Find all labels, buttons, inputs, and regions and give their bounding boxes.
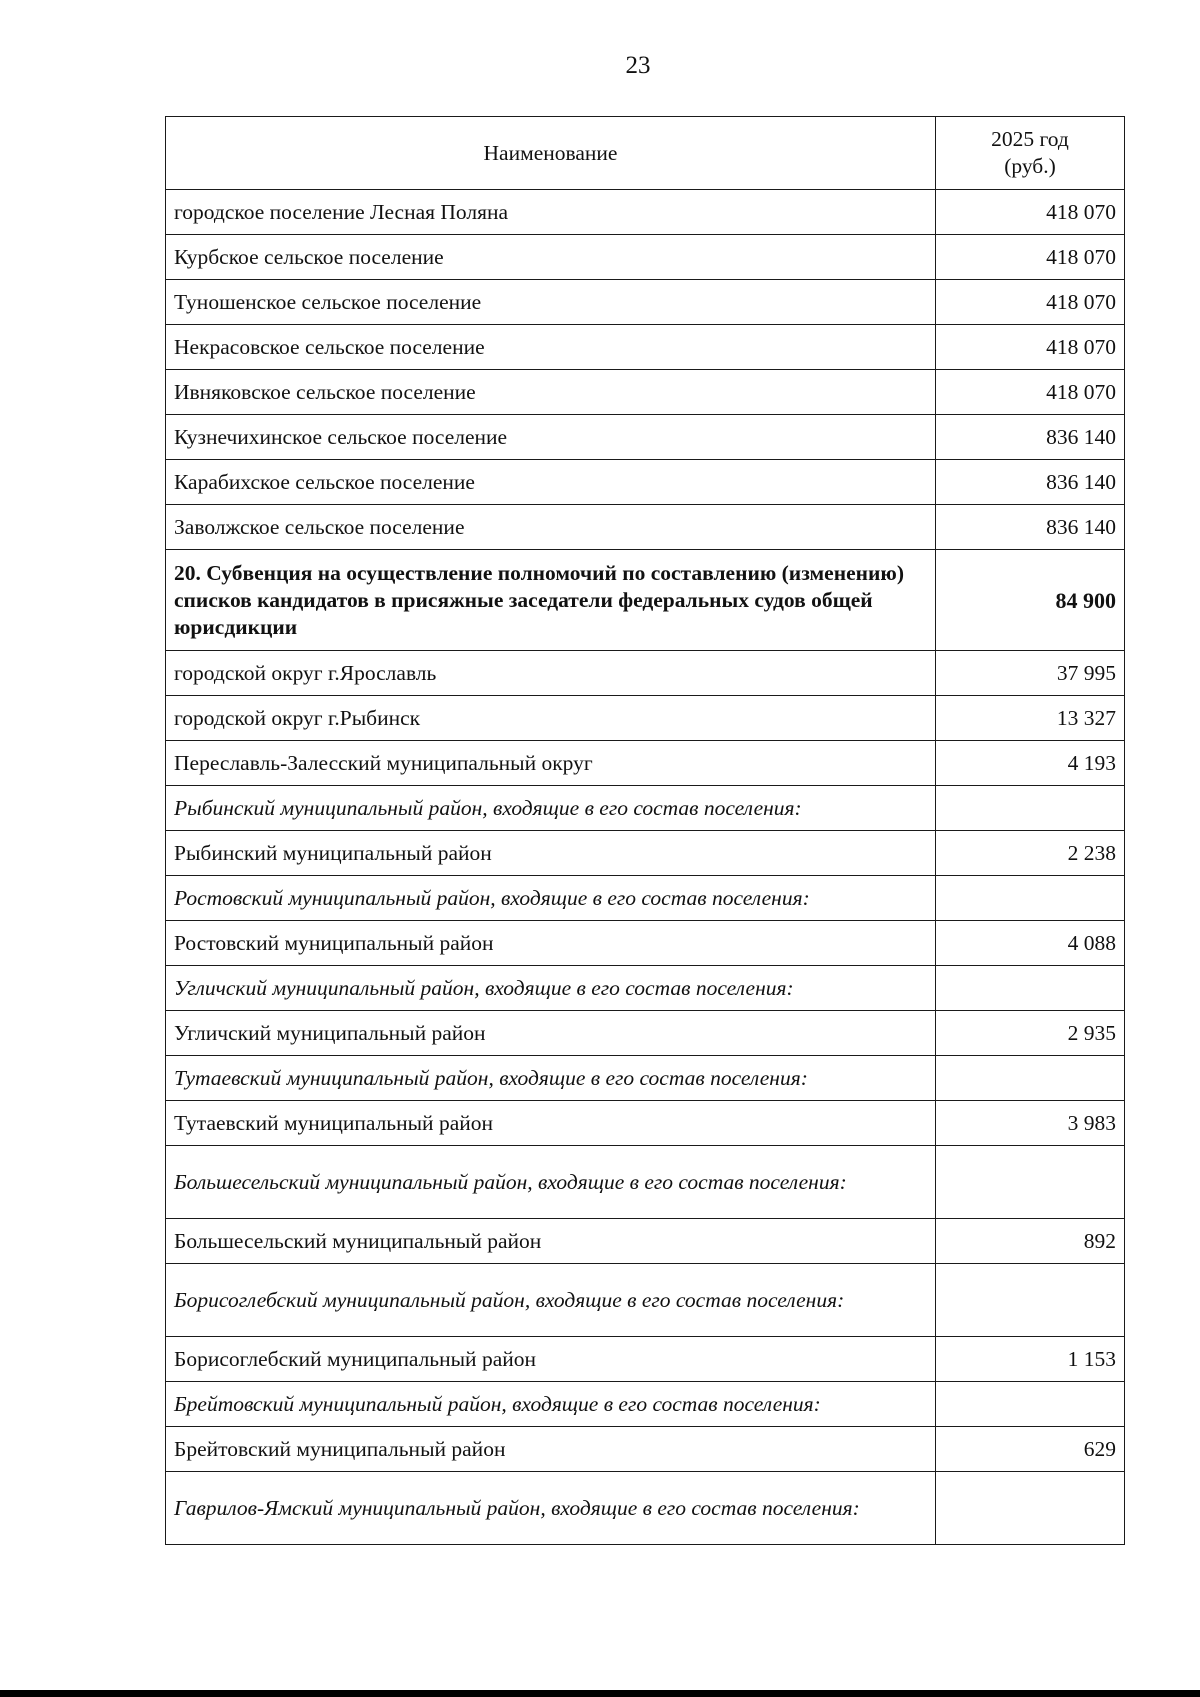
- row-value-cell: [936, 1382, 1125, 1427]
- table-group-row: [166, 1264, 1125, 1337]
- row-value-cell: [936, 966, 1125, 1011]
- row-name-cell: Тутаевский муниципальный район, входящие в его состав поселения:: [166, 1056, 936, 1101]
- table-row: [166, 415, 1125, 460]
- table-body: [166, 190, 1125, 1545]
- table-row: [166, 651, 1125, 696]
- row-name-cell: Большесельский муниципальный район, входящие в его состав поселения:: [166, 1146, 936, 1219]
- row-value-cell: 37 995: [936, 651, 1125, 696]
- table-row: [166, 1219, 1125, 1264]
- row-name-cell: Тутаевский муниципальный район: [166, 1101, 936, 1146]
- row-value-cell: 13 327: [936, 696, 1125, 741]
- row-value-cell: 2 238: [936, 831, 1125, 876]
- table-row: [166, 1011, 1125, 1056]
- table-row: [166, 741, 1125, 786]
- row-value-cell: [936, 786, 1125, 831]
- row-name-cell: Ростовский муниципальный район, входящие в его состав поселения:: [166, 876, 936, 921]
- row-name-cell: Заволжское сельское поселение: [166, 505, 936, 550]
- row-name-cell: Некрасовское сельское поселение: [166, 325, 936, 370]
- table-group-row: [166, 966, 1125, 1011]
- table-group-row: [166, 1382, 1125, 1427]
- table-row: [166, 280, 1125, 325]
- row-value-cell: [936, 876, 1125, 921]
- row-name-cell: Угличский муниципальный район, входящие в его состав поселения:: [166, 966, 936, 1011]
- table-row: [166, 505, 1125, 550]
- table-row: [166, 1337, 1125, 1382]
- row-name-cell: 20. Субвенция на осуществление полномочий по составлению (изменению) списков кандидатов в присяжные заседатели федеральных судов общей юрисдикции: [166, 550, 936, 651]
- column-header-year-line1: 2025 год: [991, 127, 1069, 151]
- table-row: [166, 831, 1125, 876]
- table-row: [166, 921, 1125, 966]
- scan-edge-bar: [0, 1690, 1200, 1697]
- table-section-row: [166, 550, 1125, 651]
- row-name-cell: Гаврилов-Ямский муниципальный район, входящие в его состав поселения:: [166, 1472, 936, 1545]
- table-row: [166, 325, 1125, 370]
- row-value-cell: 836 140: [936, 460, 1125, 505]
- row-value-cell: 418 070: [936, 235, 1125, 280]
- table-header-row: [166, 117, 1125, 190]
- row-name-cell: Рыбинский муниципальный район, входящие в его состав поселения:: [166, 786, 936, 831]
- row-value-cell: 4 193: [936, 741, 1125, 786]
- row-name-cell: Ростовский муниципальный район: [166, 921, 936, 966]
- row-name-cell: Большесельский муниципальный район: [166, 1219, 936, 1264]
- row-value-cell: [936, 1472, 1125, 1545]
- row-name-cell: Брейтовский муниципальный район, входящие в его состав поселения:: [166, 1382, 936, 1427]
- row-name-cell: городское поселение Лесная Поляна: [166, 190, 936, 235]
- row-value-cell: 3 983: [936, 1101, 1125, 1146]
- row-name-cell: Рыбинский муниципальный район: [166, 831, 936, 876]
- table-row: [166, 235, 1125, 280]
- row-value-cell: 629: [936, 1427, 1125, 1472]
- table-group-row: [166, 1056, 1125, 1101]
- table-row: [166, 190, 1125, 235]
- row-name-cell: Борисоглебский муниципальный район: [166, 1337, 936, 1382]
- row-value-cell: [936, 1264, 1125, 1337]
- row-value-cell: 836 140: [936, 505, 1125, 550]
- column-header-year: [936, 117, 1125, 190]
- row-name-cell: Угличский муниципальный район: [166, 1011, 936, 1056]
- table-group-row: [166, 786, 1125, 831]
- row-value-cell: 4 088: [936, 921, 1125, 966]
- budget-table: [165, 116, 1125, 1545]
- row-value-cell: 418 070: [936, 325, 1125, 370]
- row-value-cell: 84 900: [936, 550, 1125, 651]
- page-number: 23: [625, 52, 651, 79]
- row-name-cell: Курбское сельское поселение: [166, 235, 936, 280]
- row-value-cell: 418 070: [936, 190, 1125, 235]
- row-name-cell: Брейтовский муниципальный район: [166, 1427, 936, 1472]
- row-name-cell: Карабихское сельское поселение: [166, 460, 936, 505]
- table-row: [166, 370, 1125, 415]
- table-group-row: [166, 1472, 1125, 1545]
- row-value-cell: 418 070: [936, 370, 1125, 415]
- row-name-cell: Переславль-Залесский муниципальный округ: [166, 741, 936, 786]
- row-name-cell: Туношенское сельское поселение: [166, 280, 936, 325]
- row-name-cell: городской округ г.Рыбинск: [166, 696, 936, 741]
- table-row: [166, 1101, 1125, 1146]
- table-row: [166, 696, 1125, 741]
- row-value-cell: 2 935: [936, 1011, 1125, 1056]
- column-header-name: Наименование: [166, 117, 936, 190]
- row-name-cell: Борисоглебский муниципальный район, входящие в его состав поселения:: [166, 1264, 936, 1337]
- table-row: [166, 460, 1125, 505]
- row-value-cell: 418 070: [936, 280, 1125, 325]
- row-name-cell: Кузнечихинское сельское поселение: [166, 415, 936, 460]
- column-header-year-line2: (руб.): [1004, 154, 1056, 178]
- row-value-cell: [936, 1146, 1125, 1219]
- row-value-cell: 836 140: [936, 415, 1125, 460]
- row-name-cell: Ивняковское сельское поселение: [166, 370, 936, 415]
- row-value-cell: 1 153: [936, 1337, 1125, 1382]
- row-value-cell: [936, 1056, 1125, 1101]
- row-name-cell: городской округ г.Ярославль: [166, 651, 936, 696]
- table-row: [166, 1427, 1125, 1472]
- row-value-cell: 892: [936, 1219, 1125, 1264]
- table-group-row: [166, 876, 1125, 921]
- table-group-row: [166, 1146, 1125, 1219]
